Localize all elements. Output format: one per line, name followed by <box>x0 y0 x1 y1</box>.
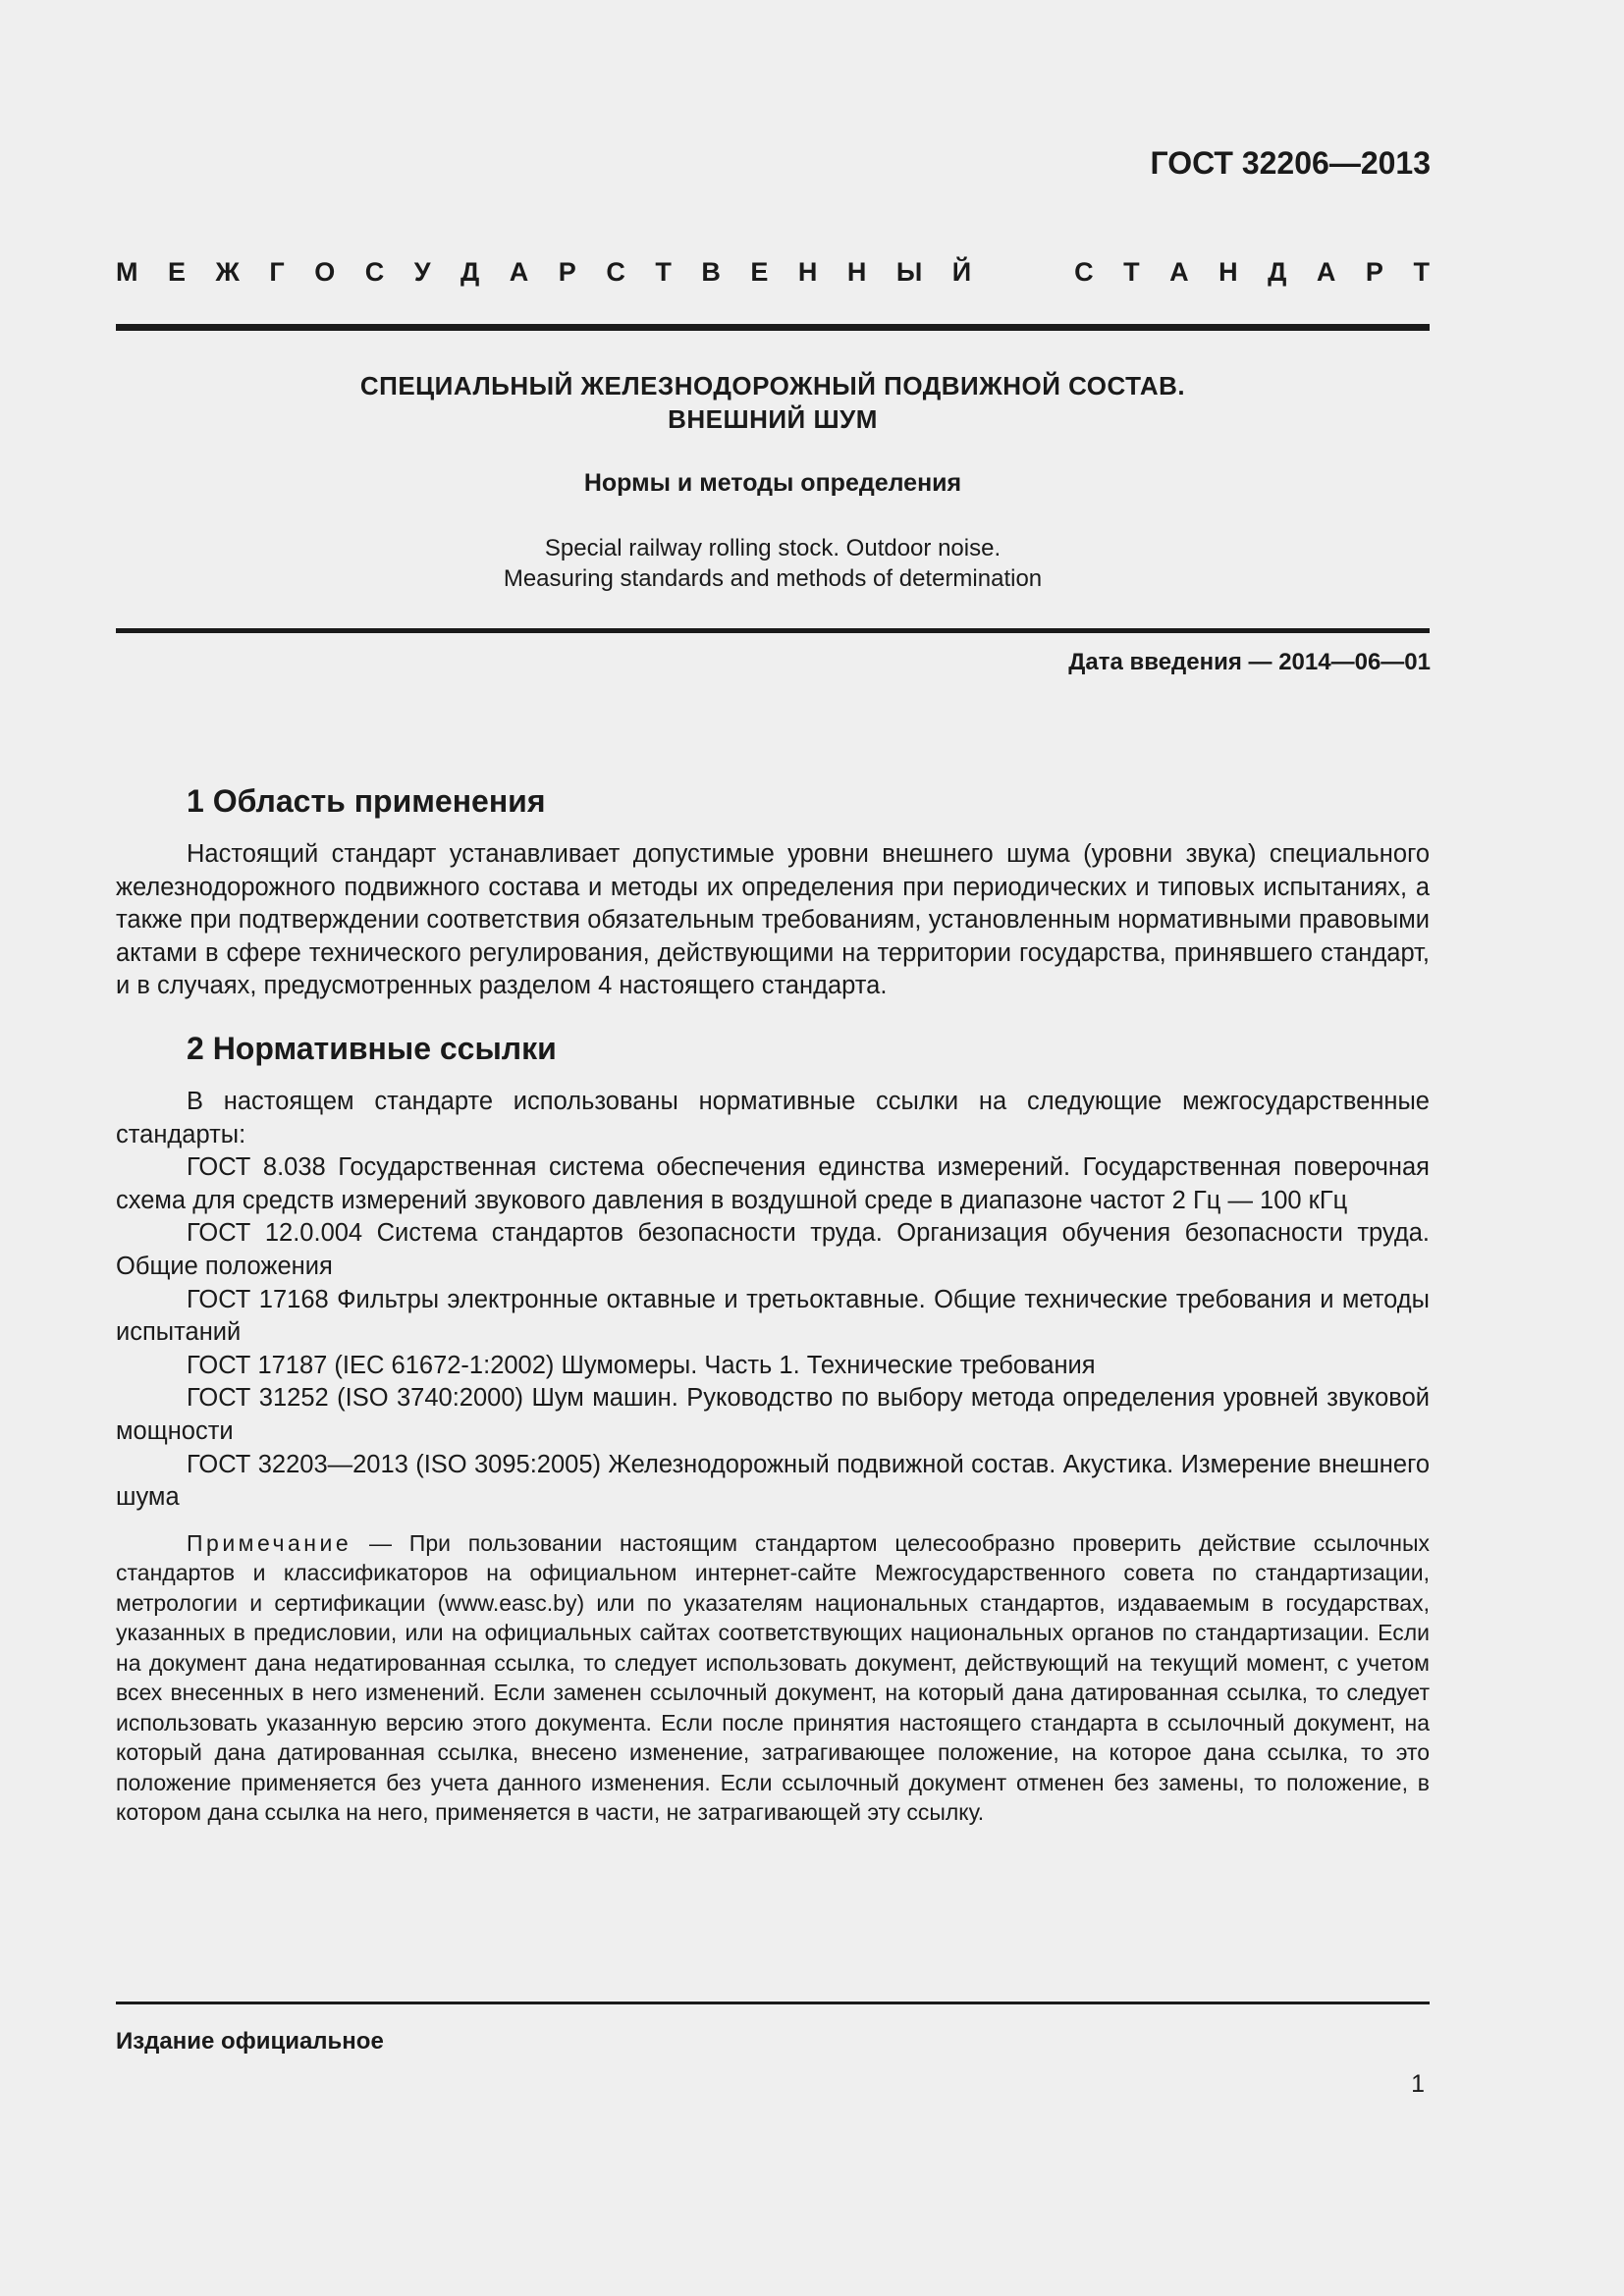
references-intro: В настоящем стандарте использованы нормативные ссылки на следующие межгосударственные стандарты: <box>116 1087 1430 1148</box>
page-number: 1 <box>1411 2070 1425 2098</box>
standard-type-letter: В <box>701 257 721 287</box>
standard-type-letter: Ж <box>215 257 240 287</box>
section-heading-references: 2 Нормативные ссылки <box>187 1030 557 1066</box>
note-label: Примечание <box>187 1529 352 1556</box>
standard-type-letter: Й <box>951 257 972 287</box>
standard-type-letter: М <box>116 257 138 287</box>
scope-paragraph: Настоящий стандарт устанавливает допустимые уровни внешнего шума (уровни звука) специального железнодорожного подвижного состава и методы их определения при периодических и типовых испытаниях, а также при подтверждении соответствия обязательным требованиям, установленным нормативными правовыми актами в сфере технического регулирования, действующими на территории государства, принявшего стандарт, и в случаях, предусмотренных разделом 4 настоящего стандарта. <box>116 840 1430 1000</box>
section-scope <box>116 781 1430 1003</box>
standard-type-letter: Н <box>797 257 818 287</box>
standard-type-letter: Г <box>269 257 285 287</box>
reference-item: ГОСТ 31252 (ISO 3740:2000) Шум машин. Руководство по выбору метода определения уровней звуковой мощности <box>116 1384 1430 1445</box>
reference-item: ГОСТ 17187 (IEC 61672-1:2002) Шумомеры. Часть 1. Технические требования <box>187 1351 1096 1379</box>
standard-type-letter: С <box>1074 257 1094 287</box>
standard-type-line <box>116 257 1430 288</box>
reference-item: ГОСТ 12.0.004 Система стандартов безопасности труда. Организация обучения безопасности труда. Общие положения <box>116 1219 1430 1280</box>
bottom-divider <box>116 2002 1430 2004</box>
note-dash: — <box>352 1529 409 1556</box>
official-edition-label: Издание официальное <box>116 2028 384 2055</box>
section-references <box>116 1029 1430 1828</box>
document-subtitle: Нормы и методы определения <box>583 469 962 497</box>
standard-type-letter: А <box>1316 257 1336 287</box>
top-divider <box>116 324 1430 331</box>
standard-type-letter: Р <box>558 257 576 287</box>
word-gap <box>1001 257 1045 288</box>
middle-divider <box>116 628 1430 633</box>
section-heading-scope: 1 Область применения <box>187 783 546 819</box>
document-body <box>116 781 1430 1828</box>
document-number: ГОСТ 32206—2013 <box>1150 145 1431 181</box>
references-note <box>116 1528 1430 1828</box>
note-text: При пользовании настоящим стандартом целесообразно проверить действие ссылочных стандартов и классификаторов на официальном интернет-сайте Межгосударственного совета по стандартизации, метрологии и сертификации (www.easc.by) или по указателям национальных стандартов, издаваемым в государствах, указанных в предисловии, или на официальных сайтах соответствующих национальных органов по стандартизации. Если на документ дана недатированная ссылка, то следует использовать документ, действующий на текущий момент, с учетом всех внесенных в него изменений. Если заменен ссылочный документ, на который дана датированная ссылка, то следует использовать указанную версию этого документа. Если после принятия настоящего стандарта в ссылочный документ, на который дана датированная ссылка, внесено изменение, затрагивающее положение, на которое дана ссылка, то это положение применяется без учета данного изменения. Если ссылочный документ отменен без замены, то положение, в котором дана ссылка на него, применяется в части, не затрагивающей эту ссылку. <box>116 1529 1430 1826</box>
introduction-date: Дата введения — 2014—06—01 <box>1068 649 1431 675</box>
standard-type-letter: Р <box>1365 257 1383 287</box>
standard-type-letter: Т <box>1413 257 1430 287</box>
english-title <box>116 533 1430 594</box>
document-title <box>116 369 1430 436</box>
standard-type-letter: Т <box>1123 257 1140 287</box>
standard-type-letter: Е <box>750 257 769 287</box>
standard-type-letter: Ы <box>895 257 923 287</box>
standard-type-letter: Н <box>1218 257 1238 287</box>
title-line-2: ВНЕШНИЙ ШУМ <box>668 404 878 434</box>
standard-type-letter: Т <box>655 257 672 287</box>
english-title-line-1: Special railway rolling stock. Outdoor noise. <box>544 535 1001 561</box>
standard-type-letter: Д <box>1268 257 1287 287</box>
reference-item: ГОСТ 32203—2013 (ISO 3095:2005) Железнодорожный подвижной состав. Акустика. Измерение внешнего шума <box>116 1450 1430 1512</box>
standard-type-letter: С <box>364 257 385 287</box>
reference-item: ГОСТ 8.038 Государственная система обеспечения единства измерений. Государственная поверочная схема для средств измерений звукового давления в воздушной среде в диапазоне частот 2 Гц — 100 кГц <box>116 1153 1430 1214</box>
standard-type-letter: Д <box>460 257 480 287</box>
reference-item: ГОСТ 17168 Фильтры электронные октавные и третьоктавные. Общие технические требования и методы испытаний <box>116 1285 1430 1347</box>
english-title-line-2: Measuring standards and methods of determination <box>503 565 1043 592</box>
title-line-1: СПЕЦИАЛЬНЫЙ ЖЕЛЕЗНОДОРОЖНЫЙ ПОДВИЖНОЙ СОСТАВ. <box>359 371 1186 400</box>
standard-type-letter: Н <box>846 257 867 287</box>
standard-type-letter: У <box>413 257 431 287</box>
standard-type-letter: А <box>1169 257 1189 287</box>
standard-type-letter: С <box>606 257 625 287</box>
standard-type-letter: А <box>509 257 529 287</box>
standard-type-letter: О <box>314 257 336 287</box>
standard-type-letter: Е <box>168 257 187 287</box>
